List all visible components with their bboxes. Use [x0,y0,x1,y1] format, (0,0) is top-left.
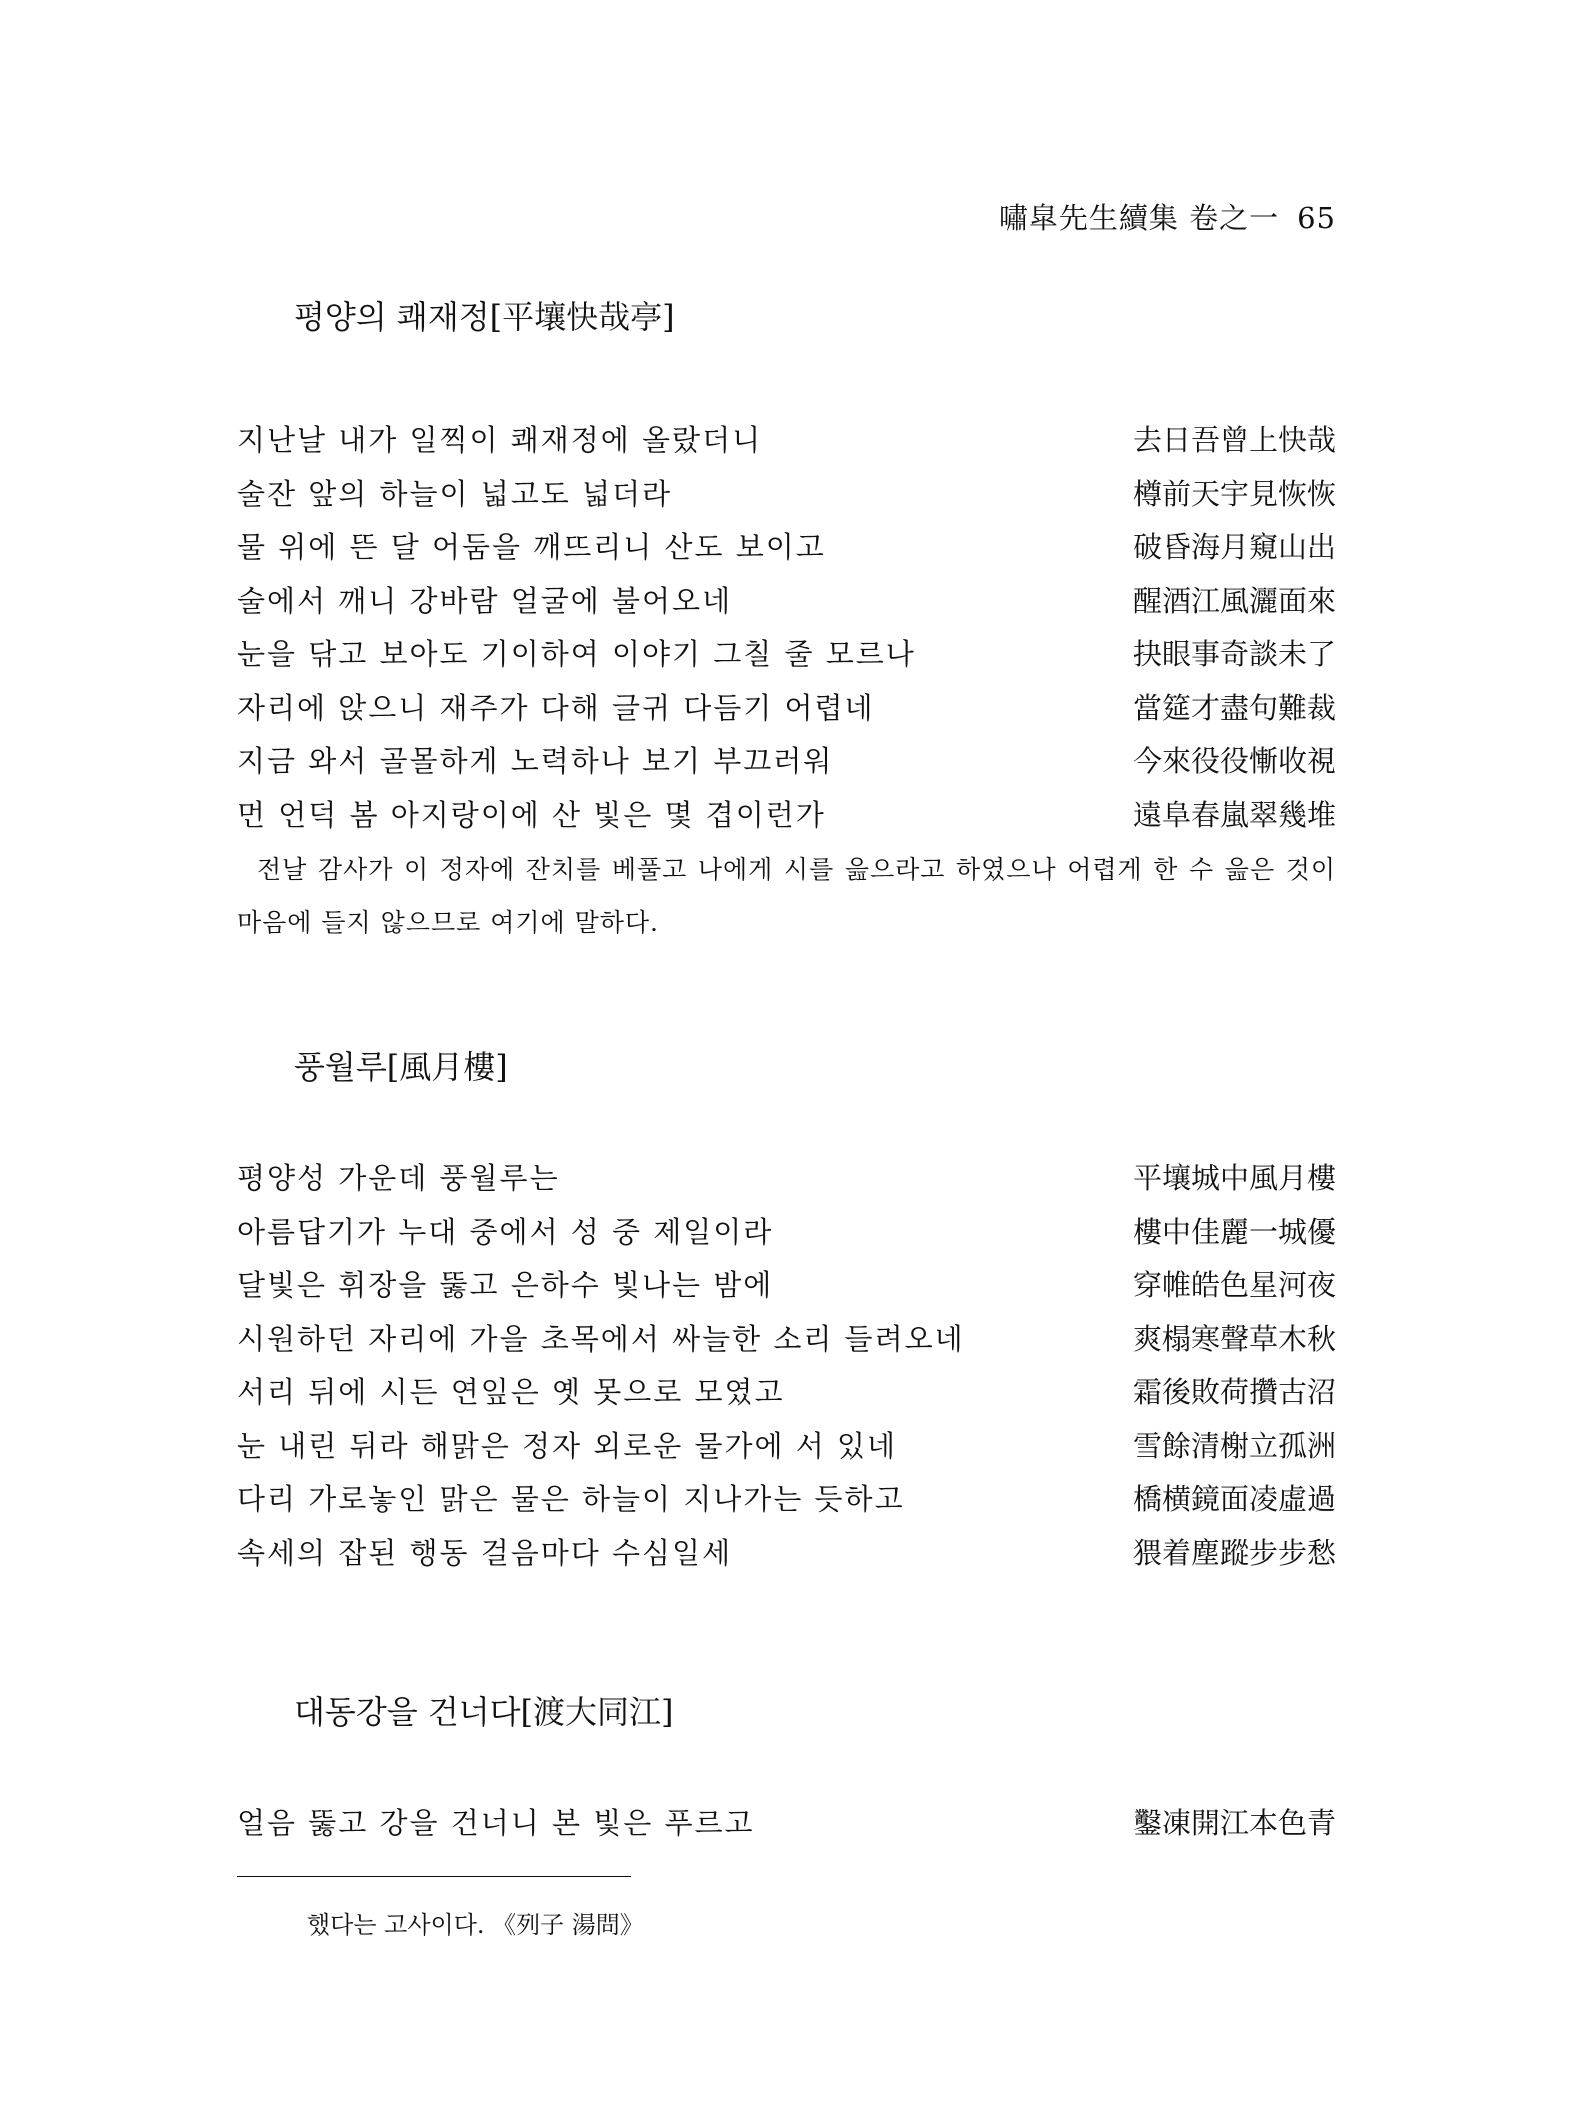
chinese-text: 醒酒江風灑面來 [1132,583,1336,618]
verse-line [237,1797,1336,1851]
korean-text: 지금 와서 골몰하게 노력하나 보기 부끄러워 [237,744,834,778]
chinese-text: 破昏海月窺山出 [1132,530,1336,564]
korean-text: 달빛은 휘장을 뚫고 은하수 빛나는 밤에 [237,1268,774,1302]
chinese-text: 樽前天宇見恢恢 [1132,476,1336,511]
chinese-text: 爽榻寒聲草木秋 [1132,1321,1336,1356]
chinese-text: 抉眼事奇談未了 [1132,637,1336,671]
chinese-text: 霜後敗荷攢古沼 [1132,1375,1336,1409]
chinese-text: 穿帷皓色星河夜 [1132,1268,1336,1302]
poem-note: 전날 감사가 이 정자에 잔치를 베풀고 나에게 시를 읊으라고 하였으나 어렵게 한 수 읊은 것이 마음에 들지 않으므로 여기에 말하다. [237,855,1336,937]
korean-text: 눈을 닦고 보아도 기이하여 이야기 그칠 줄 모르나 [237,637,916,671]
poem-body [237,1797,1336,1851]
verse-line [237,735,1336,789]
verse-line [237,1420,1336,1474]
chinese-text: 平壤城中風月樓 [1132,1161,1336,1195]
verse-line [237,1206,1336,1260]
korean-text: 속세의 잡된 행동 걸음마다 수심일세 [237,1535,733,1570]
korean-text: 평양성 가운데 풍월루는 [237,1161,560,1195]
verse-line [237,1473,1336,1527]
korean-text: 술잔 앞의 하늘이 넓고도 넓더라 [237,476,673,511]
korean-text: 아름답기가 누대 중에서 성 중 제일이라 [237,1214,774,1249]
korean-text: 물 위에 뜬 달 어둠을 깨뜨리니 산도 보이고 [237,530,826,564]
book-title: 嘯皐先生續集 卷之一 [998,201,1280,235]
footnote-divider [237,1876,631,1877]
poem-body [237,1152,1336,1580]
footnote-text: 했다는 고사이다. 《列子 湯問》 [307,1911,644,1939]
chinese-text: 橋横鏡面凌虛過 [1132,1482,1336,1516]
verse-line [237,1152,1336,1206]
korean-text: 지난날 내가 일찍이 쾌재정에 올랐더니 [237,423,763,457]
chinese-text: 遠阜春嵐翠幾堆 [1132,797,1336,832]
chinese-text: 今來役役慚收視 [1132,744,1336,778]
chinese-text: 雪餘清榭立孤洲 [1132,1428,1336,1463]
verse-line [237,575,1336,629]
verse-line [237,682,1336,736]
korean-text: 먼 언덕 봄 아지랑이에 산 빛은 몇 겹이런가 [237,797,826,832]
korean-text: 얼음 뚫고 강을 건너니 본 빛은 푸르고 [237,1806,755,1840]
poem-title: 풍월루[風月樓] [294,1048,508,1086]
korean-text: 서리 뒤에 시든 연잎은 옛 못으로 모였고 [237,1375,785,1409]
verse-line [237,1366,1336,1420]
verse-line [237,521,1336,575]
korean-text: 눈 내린 뒤라 해맑은 정자 외로운 물가에 서 있네 [237,1428,898,1463]
korean-text: 다리 가로놓인 맑은 물은 하늘이 지나가는 듯하고 [237,1482,905,1516]
korean-text: 자리에 앉으니 재주가 다해 글귀 다듬기 어렵네 [237,690,875,725]
poem-title: 평양의 쾌재정[平壤快哉亭] [294,298,675,336]
verse-line [237,1313,1336,1367]
poem-title: 대동강을 건너다[渡大同江] [294,1693,674,1731]
chinese-text: 去日吾曾上快哉 [1132,423,1336,457]
verse-line [237,1259,1336,1313]
verse-line [237,789,1336,843]
chinese-text: 樓中佳麗一城優 [1132,1214,1336,1249]
verse-line [237,1527,1336,1581]
poem-body [237,414,1336,842]
korean-text: 술에서 깨니 강바람 얼굴에 불어오네 [237,583,733,618]
page-header [999,196,1336,237]
page-number: 65 [1297,201,1336,235]
korean-text: 시원하던 자리에 가을 초목에서 싸늘한 소리 들려오네 [237,1321,965,1356]
verse-line [237,414,1336,468]
chinese-text: 當筵才盡句難裁 [1132,690,1336,725]
verse-line [237,468,1336,522]
chinese-text: 鑿凍開江本色青 [1132,1806,1336,1840]
chinese-text: 猥着塵蹤步步愁 [1132,1535,1336,1570]
verse-line [237,628,1336,682]
